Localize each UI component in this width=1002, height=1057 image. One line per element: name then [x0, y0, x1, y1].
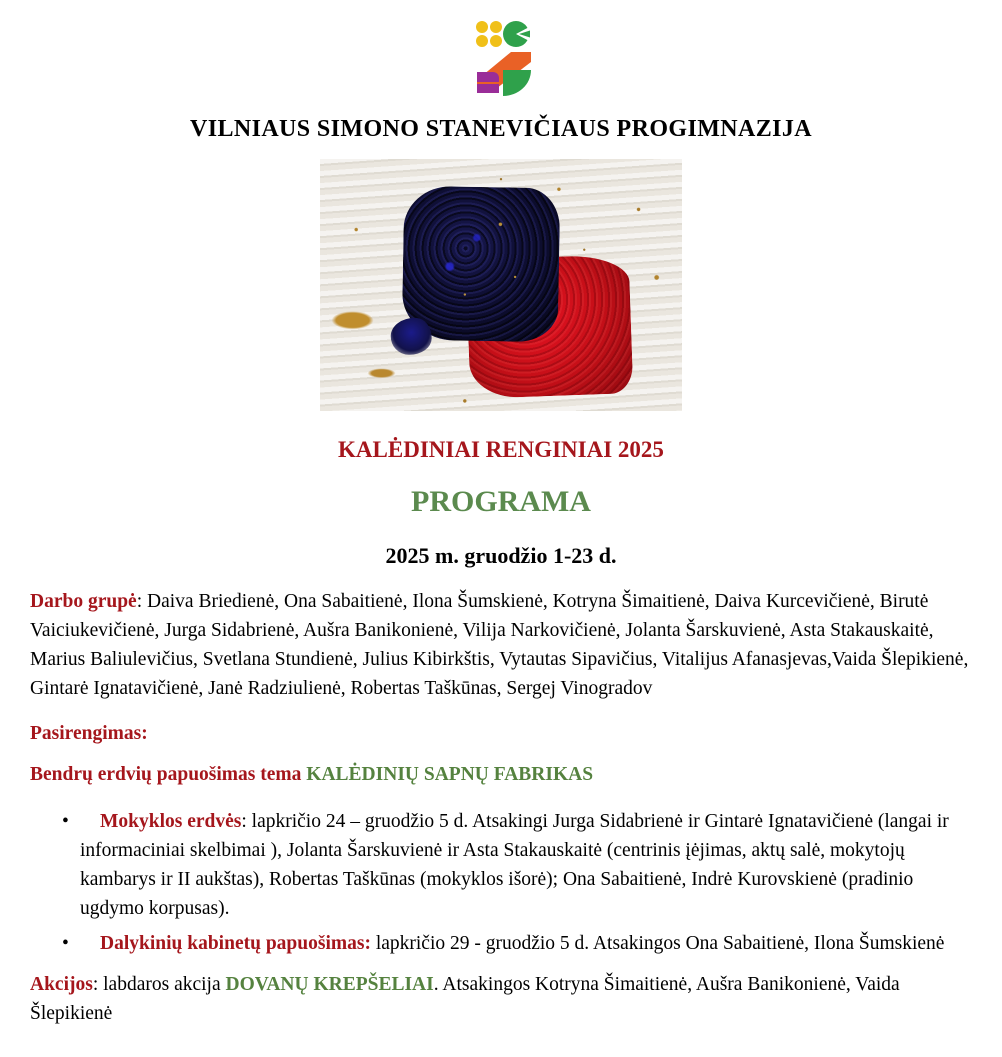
bullet-text: lapkričio 29 - gruodžio 5 d. Atsakingos Ona Sabaitienė, Ilona Šumskienė	[375, 933, 945, 954]
school-logo	[0, 0, 1002, 96]
preparation-list	[30, 807, 977, 958]
document-body	[30, 587, 977, 1028]
list-item-school-spaces	[65, 807, 977, 923]
abstract-painting-image	[320, 159, 682, 411]
date-range-heading: 2025 m. gruodžio 1-23 d.	[385, 543, 617, 568]
bullet-separator: :	[241, 811, 252, 832]
work-group-text: : Daiva Briedienė, Ona Sabaitienė, Ilona Šumskienė, Kotryna Šimaitienė, Daiva Kurcevičienė, Birutė Vaiciukevičienė, Jurga Sidabrienė, Aušra Banikonienė, Vilija Narkovičienė, Jolanta Šarskuvienė, Asta Stakauskaitė, Marius Baliulevičius, Svetlana Stundienė, Julius Kibirkštis, Vytautas Sipavičius, Vitalijus Afanasjevas,Vaida Šlepikienė, Gintarė Ignatavičienė, Janė Radziulienė, Robertas Taškūnas, Sergej Vinogradov	[30, 591, 969, 699]
painting-navy-blob	[402, 185, 560, 341]
school-logo-icon	[469, 18, 533, 96]
theme-paragraph	[30, 760, 977, 789]
theme-name: KALĖDINIŲ SAPNŲ FABRIKAS	[306, 764, 594, 785]
actions-paragraph	[30, 970, 977, 1028]
program-title-heading: PROGRAMA	[411, 485, 591, 518]
school-name-heading: VILNIAUS SIMONO STANEVIČIAUS PROGIMNAZIJA	[189, 116, 813, 142]
actions-label: Akcijos	[30, 974, 93, 995]
work-group-label: Darbo grupė	[30, 591, 137, 612]
actions-rest: . Atsakingos Kotryna Šimaitienė, Aušra Banikonienė, Vaida Šlepikienė	[30, 974, 900, 1024]
preparation-heading: Pasirengimas:	[30, 723, 148, 744]
actions-highlight: DOVANŲ KREPŠELIAI	[225, 974, 434, 995]
theme-lead: Bendrų erdvių papuošimas tema	[30, 764, 307, 785]
actions-mid: : labdaros akcija	[92, 974, 226, 995]
bullet-label: Mokyklos erdvės	[100, 811, 242, 832]
bullet-label: Dalykinių kabinetų papuošimas:	[100, 933, 371, 954]
list-item-classrooms	[65, 929, 977, 958]
bullet-text: lapkričio 24 – gruodžio 5 d. Atsakingi Jurga Sidabrienė ir Gintarė Ignatavičienė (langai ir informaciniai skelbimai ), Jolanta Šarskuvienė ir Asta Stakauskaitė (centrinis įėjimas, aktų salė, mokytojų kambarys ir II aukštas), Robertas Taškūnas (mokyklos išorė); Ona Sabaitienė, Indrė Kurovskienė (pradinio ugdymo korpusas).	[80, 811, 949, 919]
work-group-paragraph	[30, 587, 977, 703]
event-title-heading: KALĖDINIAI RENGINIAI 2025	[338, 437, 664, 462]
